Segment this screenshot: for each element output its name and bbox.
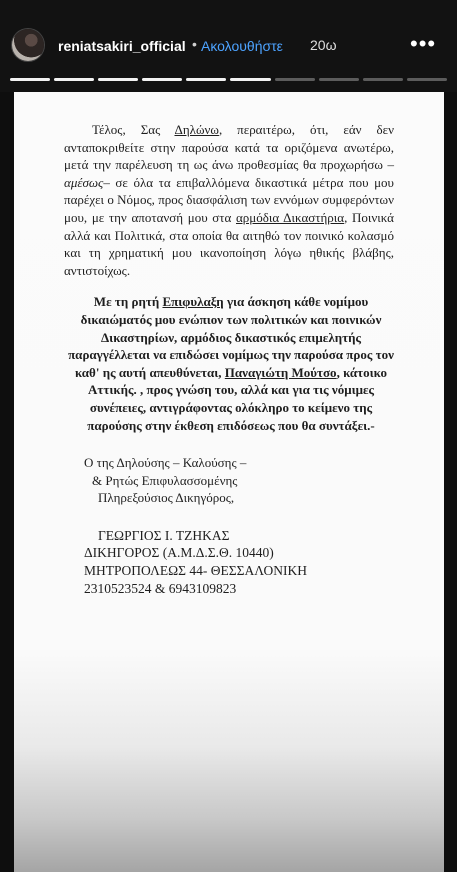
p1-courts: αρμόδια Δικαστήρια bbox=[236, 209, 345, 225]
progress-segment bbox=[230, 78, 270, 81]
lawyer-phones: 2310523524 & 6943109823 bbox=[84, 580, 237, 596]
p1-mid: , περαιτέρω, ότι, εάν δεν ανταποκριθείτε στην παρούσα κατά τα οριζόμενα ανωτέρω, μετά την παρέλευση τη ως άνω προθεσμίας θα προχωρήσω bbox=[64, 122, 394, 173]
progress-segment bbox=[275, 78, 315, 81]
post-time: 20ω bbox=[310, 37, 337, 53]
p2-end: , κάτοικο Αττικής. , προς γνώση του, αλλά και για τις νόμιμες συνέπειες, αντιγράφοντας ολόκληρο το κείμενο της παρούσης στην έκθεση επιδόσεως που θα συντάξει.- bbox=[87, 364, 388, 433]
paragraph-reservation bbox=[68, 293, 394, 434]
p2-lead: Με τη ρητή bbox=[93, 294, 163, 310]
p1-rest: σε όλα τα επιβαλλόμενα δικαστικά μέτρα που μου παρέχει ο Νόμος, προς διασφάλιση των εννόμων συμφερόντων μου, με την αποτανσή μου στα bbox=[64, 174, 394, 225]
avatar[interactable] bbox=[12, 29, 44, 61]
story-header bbox=[0, 0, 457, 92]
progress-segment bbox=[363, 78, 403, 81]
more-dots-icon[interactable]: ••• bbox=[410, 31, 437, 56]
sign-line: & Ρητώς Επιφυλασσομένης bbox=[92, 472, 238, 488]
p2-mid: για άσκηση κάθε νομίμου δικαιώματός μου ενώπιον των πολιτικών και ποινικών Δικαστηρίων, αρμόδιος δικαστικός επιμελητής παραγγέλλεται να επιδώσει νομίμως την παρούσα προς τον καθ' ης αυτή απευθύνεται, bbox=[68, 294, 394, 380]
progress-segment bbox=[142, 78, 182, 81]
lawyer-title: ΔΙΚΗΓΟΡΟΣ (Α.Μ.Δ.Σ.Θ. 10440) bbox=[84, 545, 274, 561]
p1-immediately: –αμέσως– bbox=[64, 157, 394, 190]
progress-segment bbox=[407, 78, 447, 81]
document-text bbox=[64, 121, 394, 597]
progress-segment bbox=[186, 78, 226, 81]
progress-segment bbox=[54, 78, 94, 81]
p2-name: Παναγιώτη Μούτσο bbox=[224, 364, 337, 380]
lawyer-name: ΓΕΩΡΓΙΟΣ Ι. ΤΖΗΚΑΣ bbox=[98, 527, 230, 543]
progress-segment bbox=[319, 78, 359, 81]
progress-segment bbox=[10, 78, 50, 81]
progress-segment bbox=[98, 78, 138, 81]
p1-declare: Δηλώνω bbox=[174, 122, 219, 137]
p1-lead: Τέλος, Σας bbox=[92, 122, 175, 137]
p2-reservation: Επιφυλαξη bbox=[162, 294, 224, 310]
paragraph-declaration bbox=[64, 121, 394, 279]
lawyer-address: ΜΗΤΡΟΠΟΛΕΩΣ 44- ΘΕΣΣΑΛΟΝΙΚΗ bbox=[84, 563, 307, 579]
signature-block bbox=[84, 454, 394, 507]
p1-end: , Ποινικά αλλά και Πολιτικά, στα οποία θα αιτηθώ τον ποινικό κολασμό και τη χρηματική μου ικανοποίηση λόγω ηθικής βλάβης, αντιστοίχως. bbox=[64, 209, 394, 278]
story-progress-bar bbox=[10, 78, 447, 81]
lawyer-details bbox=[84, 527, 394, 597]
username[interactable]: reniatsakiri_official bbox=[58, 38, 186, 54]
sign-line: Ο της Δηλούσης – Καλούσης – bbox=[84, 455, 247, 471]
follow-button[interactable]: Ακολουθήστε bbox=[201, 38, 283, 54]
sign-line: Πληρεξούσιος Δικηγόρος, bbox=[98, 490, 235, 506]
separator-dot: • bbox=[192, 36, 197, 52]
